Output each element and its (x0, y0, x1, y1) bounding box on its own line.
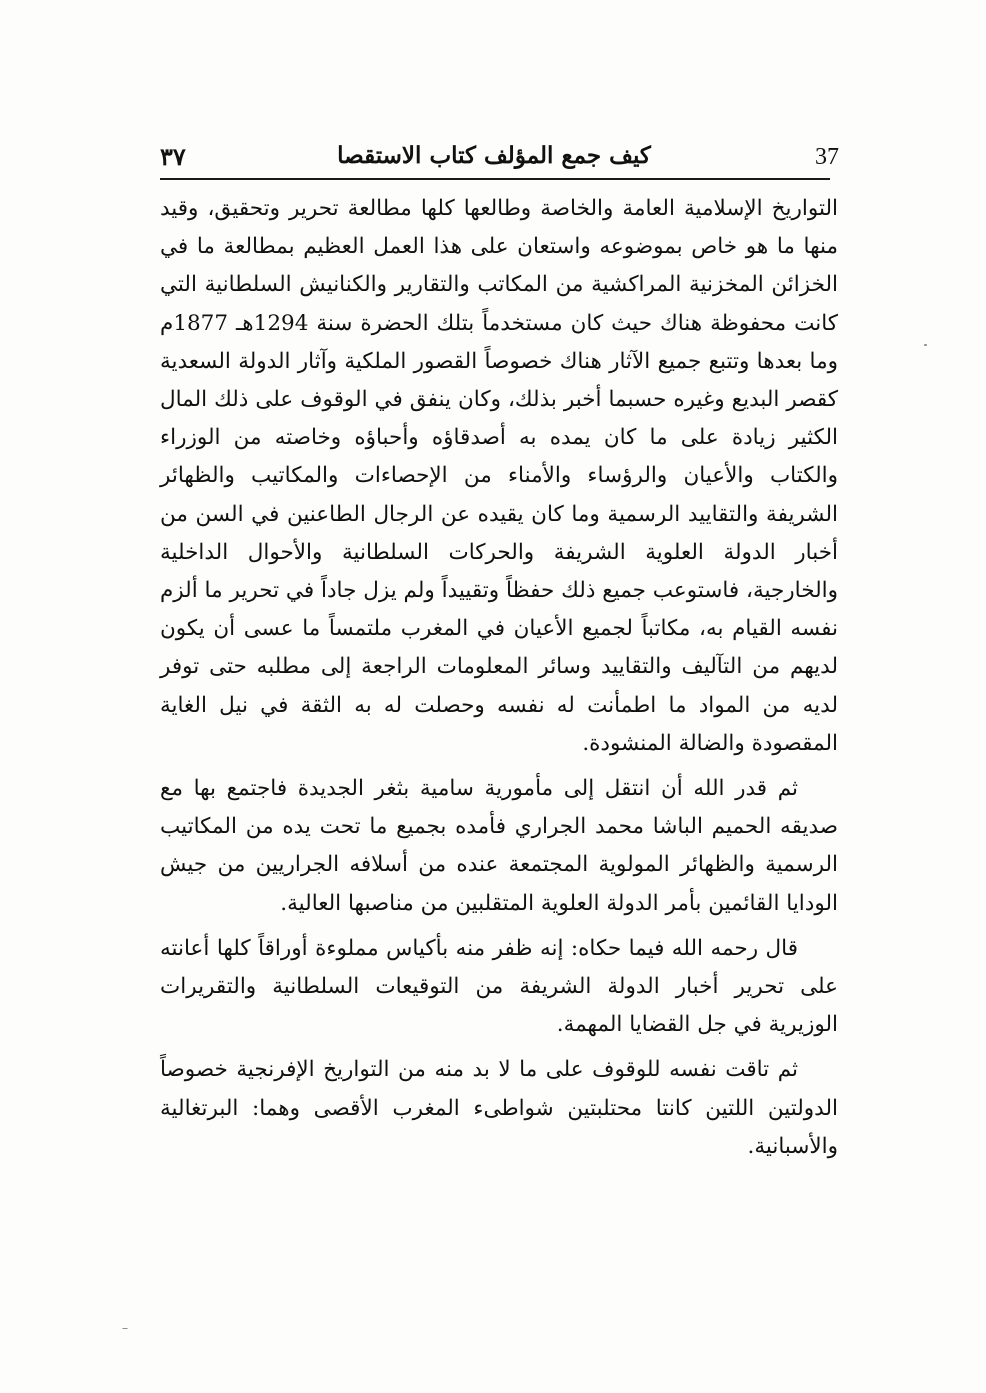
header-rule (160, 178, 830, 180)
paragraph-1: التواريخ الإسلامية العامة والخاصة وطالعها كلها مطالعة تحرير وتحقيق، وقيد منها ما هو خاص بموضوعه واستعان على هذا العمل العظيم بمطالعة ما في الخزائن المخزنية المراكشية من المكاتب والتقارير والكنانيش السلطانية التي كانت محفوظة هناك حيث كان مستخدماً بتلك الحضرة سنة 1294هـ 1877م وما بعدها وتتبع جميع الآثار هناك خصوصاً القصور الملكية وآثار الدولة السعدية كقصر البديع وغيره حسبما أخبر بذلك، وكان ينفق في الوقوف على ذلك المال الكثير زيادة على ما كان يمده به أصدقاؤه وأحباؤه وخاصته من الوزراء والكتاب والأعيان والرؤساء والأمناء من الإحصاءات والمكاتيب والظهائر الشريفة والتقاييد الرسمية وما كان يقيده عن الرجال الطاعنين في السن من أخبار الدولة العلوية الشريفة والحركات السلطانية والأحوال الداخلية والخارجية، فاستوعب جميع ذلك حفظاً وتقييداً ولم يزل جاداً في تحرير ما ألزم نفسه القيام به، مكاتباً لجميع الأعيان في المغرب ملتمساً ما عسى أن يكون لديهم من التآليف والتقاييد وسائر المعلومات الراجعة إلى مطلبه حتى توفر لديه من المواد ما اطمأنت له نفسه وحصلت له به الثقة في نيل الغاية المقصودة والضالة المنشودة. (160, 196, 838, 756)
page-header (148, 140, 840, 176)
paragraph-4: ثم تاقت نفسه للوقوف على ما لا بد منه من التواريخ الإفرنجية خصوصاً الدولتين اللتين كانتا محتلبتين شواطىء المغرب الأقصى وهما: البرتغالية والأسبانية. (160, 1057, 838, 1159)
page-number-arabic: ٣٧ (160, 142, 186, 171)
paragraph-2: ثم قدر الله أن انتقل إلى مأمورية سامية بثغر الجديدة فاجتمع بها مع صديقه الحميم الباشا محمد الجراري فأمده بجميع ما تحت يده من المكاتيب الرسمية والظهائر المولوية المجتمعة عنده من أسلافه الجراريين من جيش الودايا القائمين بأمر الدولة العلوية المتقلبين من مناصبها العالية. (160, 776, 838, 916)
scan-speck (924, 344, 927, 346)
paragraph-3: قال رحمه الله فيما حكاه: إنه ظفر منه بأكياس مملوءة أوراقاً كلها أعانته على تحرير أخبار الدولة الشريفة من التوقيعات السلطانية والتقريرات الوزيرية في جل القضايا المهمة. (160, 935, 838, 1038)
running-title: كيف جمع المؤلف كتاب الاستقصا (337, 142, 651, 169)
page-number-latin: 37 (815, 144, 839, 170)
scan-speck (122, 1328, 128, 1329)
body-text (160, 190, 838, 1173)
